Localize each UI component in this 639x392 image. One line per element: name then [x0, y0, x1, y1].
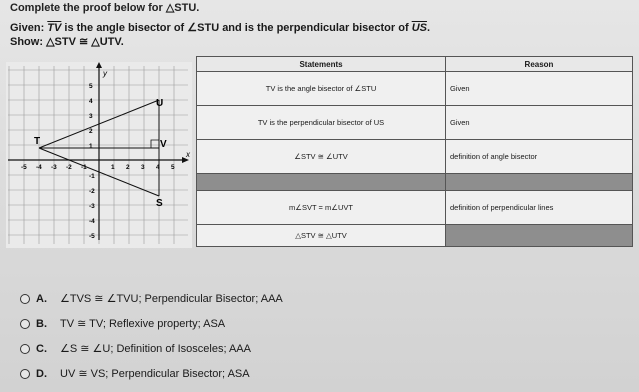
y-tick-label: -3 — [89, 203, 95, 210]
proof-table — [196, 56, 633, 247]
y-tick-label: 2 — [89, 128, 93, 135]
option-text: TV ≅ TV; Reflexive property; ASA — [60, 318, 226, 330]
table-header-row — [197, 57, 633, 72]
x-tick-label: 4 — [156, 164, 160, 171]
point-label-s: S — [156, 198, 163, 209]
statement-cell: m∠SVT = m∠UVT — [197, 191, 446, 225]
x-tick-label: -2 — [66, 164, 72, 171]
reason-cell: Given — [446, 72, 633, 106]
blank-row — [197, 174, 633, 191]
point-label-v: V — [160, 139, 167, 150]
reason-cell: Given — [446, 106, 633, 140]
option-text: UV ≅ VS; Perpendicular Bisector; ASA — [60, 368, 250, 380]
x-tick-label: -5 — [21, 164, 27, 171]
coordinate-graph — [6, 62, 192, 248]
statement-cell: ∠STV ≅ ∠UTV — [197, 140, 446, 174]
radio-button-c[interactable] — [20, 344, 30, 354]
x-tick-label: 2 — [126, 164, 130, 171]
option-letter: A. — [36, 292, 47, 305]
blank-reason-cell — [446, 225, 633, 247]
x-tick-label: 3 — [141, 164, 145, 171]
x-tick-label: -1 — [81, 164, 87, 171]
x-tick-label: -3 — [51, 164, 57, 171]
statements-header: Statements — [197, 57, 446, 72]
reason-cell: definition of angle bisector — [446, 140, 633, 174]
option-letter: C. — [36, 342, 47, 355]
given-segment-us: US — [411, 22, 427, 34]
table-row — [197, 106, 633, 140]
y-tick-label: -4 — [89, 218, 95, 225]
y-tick-label: -1 — [89, 173, 95, 180]
y-tick-label: 3 — [89, 113, 93, 120]
option-text: ∠S ≅ ∠U; Definition of Isosceles; AAA — [60, 343, 251, 355]
option-d[interactable] — [20, 367, 250, 380]
option-text: ∠TVS ≅ ∠TVU; Perpendicular Bisector; AAA — [60, 293, 283, 305]
blank-statement-cell — [197, 174, 446, 191]
given-suffix: . — [426, 22, 431, 34]
given-prefix: Given: — [10, 22, 48, 34]
radio-button-b[interactable] — [20, 319, 30, 329]
y-tick-label: 1 — [89, 143, 93, 150]
x-tick-label: -4 — [36, 164, 42, 171]
x-tick-label: 5 — [171, 164, 175, 171]
x-axis-label: x — [186, 150, 190, 159]
option-letter: D. — [36, 367, 47, 380]
table-row — [197, 225, 633, 247]
option-b[interactable] — [20, 317, 225, 330]
table-row — [197, 191, 633, 225]
show-statement — [10, 35, 124, 48]
option-letter: B. — [36, 317, 47, 330]
y-tick-label: -5 — [89, 233, 95, 240]
y-tick-label: 5 — [89, 83, 93, 90]
option-a[interactable] — [20, 292, 283, 305]
reason-cell: definition of perpendicular lines — [446, 191, 633, 225]
question-header: Complete the proof below for △STU. — [10, 2, 200, 14]
statement-cell: △STV ≅ △UTV — [197, 225, 446, 247]
table-row — [197, 140, 633, 174]
show-prefix: Show: — [10, 36, 47, 48]
given-segment-tv: TV — [47, 22, 62, 34]
x-tick-label: 1 — [111, 164, 115, 171]
reason-header: Reason — [446, 57, 633, 72]
statement-cell: TV is the angle bisector of ∠STU — [197, 72, 446, 106]
point-label-u: U — [156, 98, 164, 109]
given-statement — [10, 21, 430, 34]
option-c[interactable] — [20, 342, 251, 355]
statement-cell: TV is the perpendicular bisector of US — [197, 106, 446, 140]
given-middle: is the angle bisector of ∠STU and is the perpendicular bisector of — [61, 22, 412, 34]
show-expression: △STV ≅ △UTV. — [46, 36, 124, 48]
radio-button-a[interactable] — [20, 294, 30, 304]
y-tick-label: 4 — [89, 98, 93, 105]
point-label-t: T — [34, 136, 41, 147]
table-row — [197, 72, 633, 106]
blank-reason-cell — [446, 174, 633, 191]
radio-button-d[interactable] — [20, 369, 30, 379]
y-axis-label: y — [103, 69, 107, 78]
y-tick-label: -2 — [89, 188, 95, 195]
